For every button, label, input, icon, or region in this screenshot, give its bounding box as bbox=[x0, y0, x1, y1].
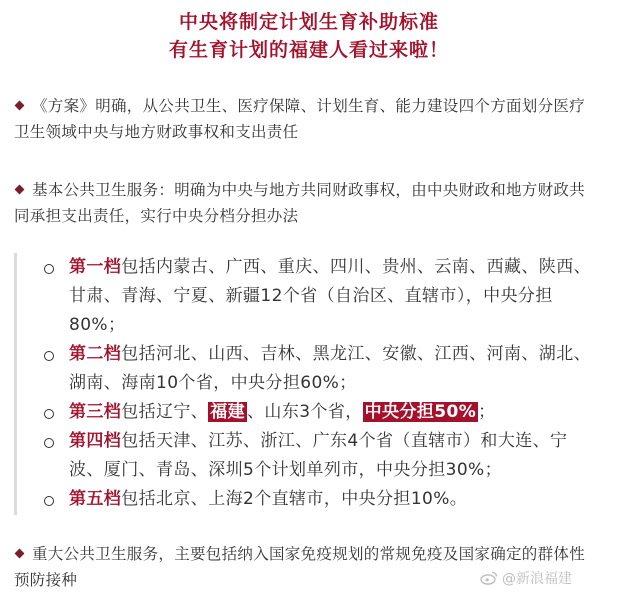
highlight-share: 中央分担50% bbox=[364, 402, 477, 422]
tier-item-2 bbox=[17, 340, 604, 398]
circle-bullet-icon bbox=[44, 496, 54, 506]
tier-text: 包括河北、山西、吉林、黑龙江、安徽、江西、河南、湖北、湖南、海南10个省，中央分担60%； bbox=[69, 344, 592, 393]
tier-text: 包括内蒙古、广西、重庆、四川、贵州、云南、西藏、陕西、甘肃、青海、宁夏、新疆12个省（自治区、直辖市），中央分担80%； bbox=[69, 257, 592, 335]
tier-name: 第三档 bbox=[69, 402, 122, 422]
tier-item-3 bbox=[17, 398, 604, 427]
diamond-bullet-icon bbox=[15, 549, 25, 559]
paragraph-scope-text: 《方案》明确，从公共卫生、医疗保障、计划生育、能力建设四个方面划分医疗卫生领域中央与地方财政事权和支出责任 bbox=[14, 97, 586, 141]
paragraph-scope bbox=[14, 93, 600, 145]
highlight-fujian: 福建 bbox=[210, 402, 246, 422]
tier-text: 、山东3个省， bbox=[247, 402, 363, 422]
tier-text: 包括天津、江苏、浙江、广东4个省（直辖市）和大连、宁波、厦门、青岛、深圳5个计划单列市，中央分担30%； bbox=[69, 431, 568, 480]
tier-name: 第四档 bbox=[69, 431, 122, 451]
circle-bullet-icon bbox=[44, 351, 54, 361]
diamond-bullet-icon bbox=[15, 185, 25, 195]
tier-item-4 bbox=[17, 427, 604, 485]
tier-text: ； bbox=[478, 402, 496, 422]
tier-item-1 bbox=[17, 253, 604, 340]
circle-bullet-icon bbox=[44, 264, 54, 274]
headline-line-2: 有生育计划的福建人看过来啦！ bbox=[168, 39, 449, 61]
tier-text: 包括北京、上海2个直辖市，中央分担10%。 bbox=[121, 489, 468, 509]
watermark-text: @新浪福建 bbox=[502, 571, 572, 587]
paragraph-basic-service bbox=[14, 177, 600, 229]
tier-name: 第五档 bbox=[69, 489, 122, 509]
tier-name: 第二档 bbox=[69, 344, 122, 364]
tier-text: 包括辽宁、 bbox=[121, 402, 209, 422]
diamond-bullet-icon bbox=[15, 101, 25, 111]
tier-item-5 bbox=[17, 485, 604, 514]
headline-line-1: 中央将制定计划生育补助标准 bbox=[178, 11, 439, 33]
tier-list bbox=[14, 253, 604, 515]
circle-bullet-icon bbox=[44, 409, 54, 419]
watermark bbox=[480, 568, 572, 588]
weibo-icon bbox=[480, 571, 498, 585]
paragraph-basic-service-text: 基本公共卫生服务：明确为中央与地方共同财政事权，由中央财政和地方财政共同承担支出责任，实行中央分档分担办法 bbox=[14, 181, 586, 225]
paragraph-major-service-text: 重大公共卫生服务，主要包括纳入国家免疫规划的常规免疫及国家确定的群体性预防接种 bbox=[14, 545, 586, 589]
circle-bullet-icon bbox=[44, 438, 54, 448]
tier-name: 第一档 bbox=[69, 257, 122, 277]
